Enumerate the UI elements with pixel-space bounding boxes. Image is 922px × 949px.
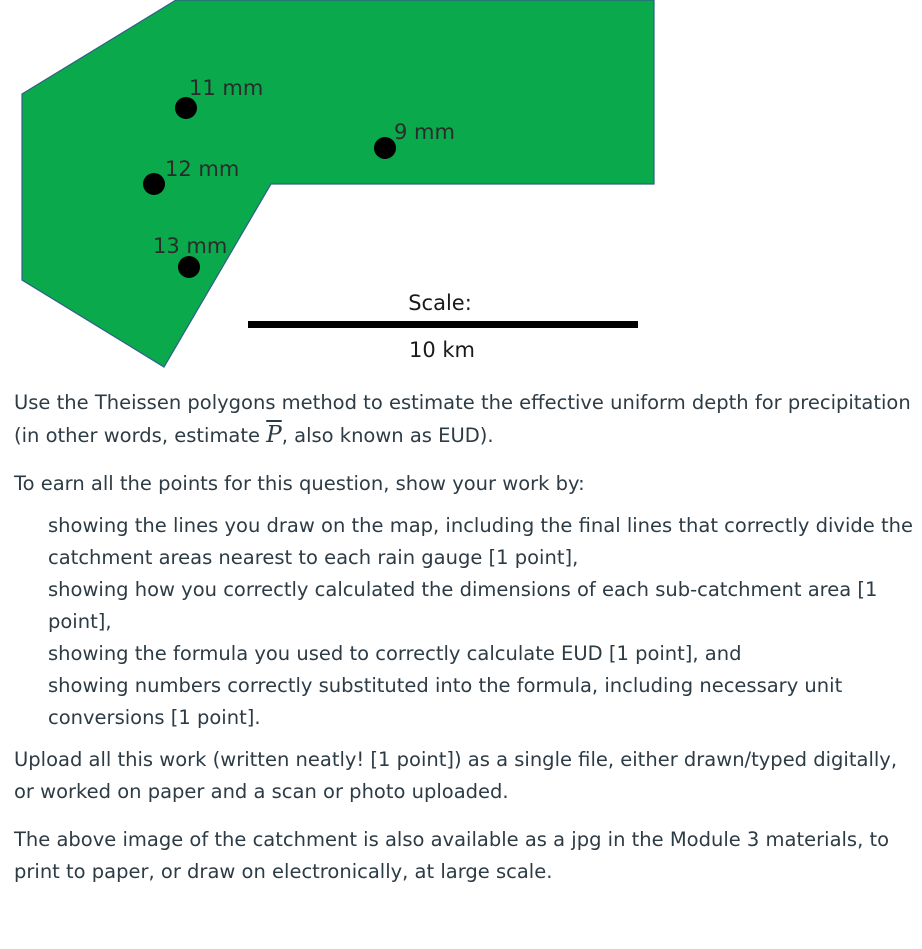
intro-text: Use the Theissen polygons method to estimate the effective uniform depth for precipitation (in other words, estimate <box>14 391 911 447</box>
p-bar-symbol: $\overline{P}$ <box>266 422 282 448</box>
scale-title: Scale: <box>408 291 472 315</box>
scale-distance: 10 km <box>408 338 476 362</box>
rain-gauge-marker <box>374 137 396 159</box>
rain-gauge-marker <box>175 97 197 119</box>
requirements-list <box>48 510 914 734</box>
availability-note: The above image of the catchment is also available as a jpg in the Module 3 materials, to print to paper, or draw on electronically, at large scale. <box>14 828 890 883</box>
rain-gauge-label: 11 mm <box>189 76 264 100</box>
requirement-item: showing how you correctly calculated the dimensions of each sub-catchment area [1 point], <box>48 578 878 633</box>
upload-instructions: Upload all this work (written neatly! [1 point]) as a single file, either drawn/typed digitally, or worked on paper and a scan or photo uploaded. <box>14 748 898 803</box>
rain-gauge-marker <box>143 173 165 195</box>
question-intro <box>14 387 914 452</box>
requirement-item: showing numbers correctly substituted into the formula, including necessary unit conversions [1 point]. <box>48 674 843 729</box>
requirement-item: showing the lines you draw on the map, including the final lines that correctly divide the catchment areas nearest to each rain gauge [1 point], <box>48 514 913 569</box>
catchment-area <box>22 0 654 367</box>
intro-tail: , also known as EUD). <box>281 424 494 447</box>
question-text <box>14 387 914 888</box>
rain-gauge-label: 13 mm <box>153 234 228 258</box>
rain-gauge-label: 12 mm <box>165 157 240 181</box>
rain-gauge-label: 9 mm <box>394 120 455 144</box>
scale-bar <box>248 321 638 328</box>
catchment-map <box>0 0 922 380</box>
work-lead: To earn all the points for this question, show your work by: <box>14 472 585 495</box>
requirement-item: showing the formula you used to correctly calculate EUD [1 point], and <box>48 642 742 665</box>
rain-gauge-marker <box>178 256 200 278</box>
